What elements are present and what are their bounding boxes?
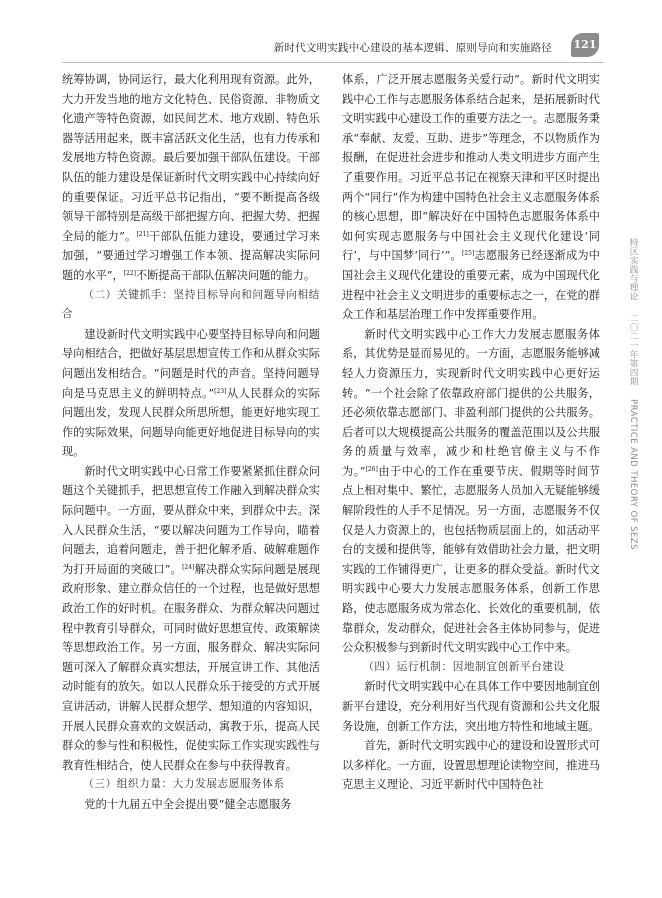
text-run: 从人民群众的实际问题出发，发现人民群众所思所想，能更好地实现工作的实际效果，问题导向能更好地促进目标导向的实现。 bbox=[62, 386, 320, 459]
citation-marker: [21] bbox=[136, 230, 149, 238]
page-number-badge: 121 bbox=[571, 33, 599, 57]
header-rule bbox=[62, 62, 604, 63]
text-run: 新时代文明实践中心在具体工作中要因地制宜创新平台建设，充分利用好当代现有资源和公共文化服务设施，创新工作方法，突出地方特性和地域主题。 bbox=[342, 680, 600, 733]
journal-side-strip bbox=[625, 238, 641, 648]
body-paragraph bbox=[342, 325, 600, 658]
text-run: 体系，广泛开展志愿服务关爱行动”。新时代文明实践中心工作与志愿服务体系结合起来，是拓展新时代文明实践中心建设工作的重要方法之一。志愿服务秉承“奉献、友爱、互助、进步”等理念，不以物质作为报酬，在促进社会进步和推动人类文明进步方面产生了重要作用。习近平总书记在视察天津和平区时提出两个“同行”作为构建中国特色社会主义志愿服务体系的核心思想，即“解决好在中国特色志愿服务体系中如何实现志愿服务与中国社会主义现代化建设‘同行’，与中国梦‘同行’”。 bbox=[342, 73, 600, 263]
text-run: 志愿服务已经逐渐成为中国社会主义现代化建设的重要元素，成为中国现代化进程中社会主义文明进步的重要标志之一，在党的群众工作和基层治理工作中发挥重要作用。 bbox=[342, 249, 600, 322]
text-run: 党的十九届五中全会提出要“健全志愿服务 bbox=[84, 797, 292, 811]
body-paragraph bbox=[62, 70, 320, 286]
body-paragraph bbox=[342, 736, 600, 795]
left-column bbox=[62, 70, 320, 815]
text-run: 统筹协调，协同运行，最大化利用现有资源。此外，大力开发当地的地方文化特色、民俗资源、非物质文化遗产等特色资源，如民间艺术、地方戏剧、特色乐器等活用起来，既丰富活跃文化生活，也有力传承和发展地方特色资源。最后要加强干部队伍建设。干部队伍的能力建设是保证新时代文明实践中心持续向好的重要保证。习近平总书记指出，“要不断提高各级领导干部特别是高级干部把握方向、把握大势、把握全局的能力”。 bbox=[62, 73, 320, 243]
journal-name-cn: 特区实践与理论 bbox=[628, 238, 638, 301]
section-heading: （四）运行机制：因地制宜创新平台建设 bbox=[363, 660, 565, 673]
body-paragraph bbox=[342, 70, 600, 325]
text-run: 建设新时代文明实践中心要坚持目标导向和问题导向相结合，把做好基层思想宣传工作和从群众实际问题出发相结合。“问题是时代的声音。坚持问题导向是马克思主义的鲜明特点。” bbox=[62, 327, 320, 400]
citation-marker: [23] bbox=[214, 387, 227, 395]
body-paragraph bbox=[62, 462, 320, 776]
text-run: 解决群众实际问题是展现政府形象、建立群众信任的一个过程，也是做好思想政治工作的好时机。在服务群众、为群众解决问题过程中教育引导群众，可同时做好思想宣传、政策解读等思想政治工作。另一方面，服务群众、解决实际问题可深入了解群众真实想法，开展宣讲工作、其他活动时能有的放矢。如以人民群众乐于接受的方式开展宣讲活动，讲解人民群众想学、想知道的内容知识，开展人民群众喜欢的文娱活动，寓教于乐，提高人民群众的参与性和积极性，促使实际工作实现实践性与教育性相结合，使人民群众在参与中获得教育。 bbox=[62, 562, 320, 772]
citation-marker: [22] bbox=[123, 269, 136, 277]
text-run: 干部队伍能力建设，要通过学习来加强，“要通过学习增强工作本领、提高解决实际问题的水平”， bbox=[62, 229, 320, 282]
section-heading: （三）组织力量：大力发展志愿服务体系 bbox=[83, 778, 285, 791]
text-run: 不断提高干部队伍解决问题的能力。 bbox=[136, 268, 316, 282]
text-run: 新时代文明实践中心日常工作要紧紧抓住群众问题这个关键抓手，把思想宣传工作融入到解决群众实际问题中。一方面，要从群众中来，到群众中去。深入人民群众生活，“要以解决问题为工作导向，瞄着问题去，追着问题走，善于把化解矛盾、破解难题作为打开局面的突破口”。 bbox=[62, 464, 320, 576]
right-column bbox=[342, 70, 600, 795]
journal-name-en: PRACTICE AND THEORY OF SEZS bbox=[628, 399, 638, 551]
section-heading: （二）关键抓手：坚持目标导向和问题导向相结合 bbox=[62, 288, 320, 321]
text-run: 由于中心的工作在重要节庆、假期等时间节点上相对集中、繁忙，志愿服务人员加入无疑能够缓解阶段性的人手不足情况。另一方面，志愿服务不仅仅是人力资源上的，也包括物质层面上的，如活动平台的支援和提供等，能够有效借助社会力量，把文明实践的工作铺得更广，让更多的群众受益。新时代文明实践中心要大力发展志愿服务体系，创新工作思路，使志愿服务成为常态化、长效化的重要机制，依靠群众，发动群众，促进社会各主体协同参与，促进公众积极参与到新时代文明实践中心工作中来。 bbox=[342, 464, 600, 655]
running-header-title: 新时代文明实践中心建设的基本逻辑、原则导向和实施路径 bbox=[273, 42, 552, 54]
journal-issue: 二〇二一年第四期 bbox=[628, 314, 638, 387]
text-run: 新时代文明实践中心工作大力发展志愿服务体系，其优势是显而易见的。一方面，志愿服务能够减轻人力资源压力，实现新时代文明实践中心更好运转。“一个社会除了依靠政府部门提供的公共服务，还必须依靠志愿部门、非盈利部门提供的公共服务。后者可以大规模提高公共服务的覆盖范围以及公共服务的质量与效率，减少和杜绝官僚主义与不作为。” bbox=[342, 327, 600, 478]
body-paragraph bbox=[342, 677, 600, 736]
citation-marker: [25] bbox=[461, 250, 475, 258]
body-paragraph bbox=[62, 795, 320, 815]
body-paragraph bbox=[62, 325, 320, 462]
text-run: 首先，新时代文明实践中心的建设和设置形式可以多样化。一方面，设置思想理论读物空间，推进马克思主义理论、习近平新时代中国特色社 bbox=[342, 739, 600, 792]
citation-marker: [24] bbox=[182, 563, 195, 571]
citation-marker: [26] bbox=[365, 465, 378, 473]
